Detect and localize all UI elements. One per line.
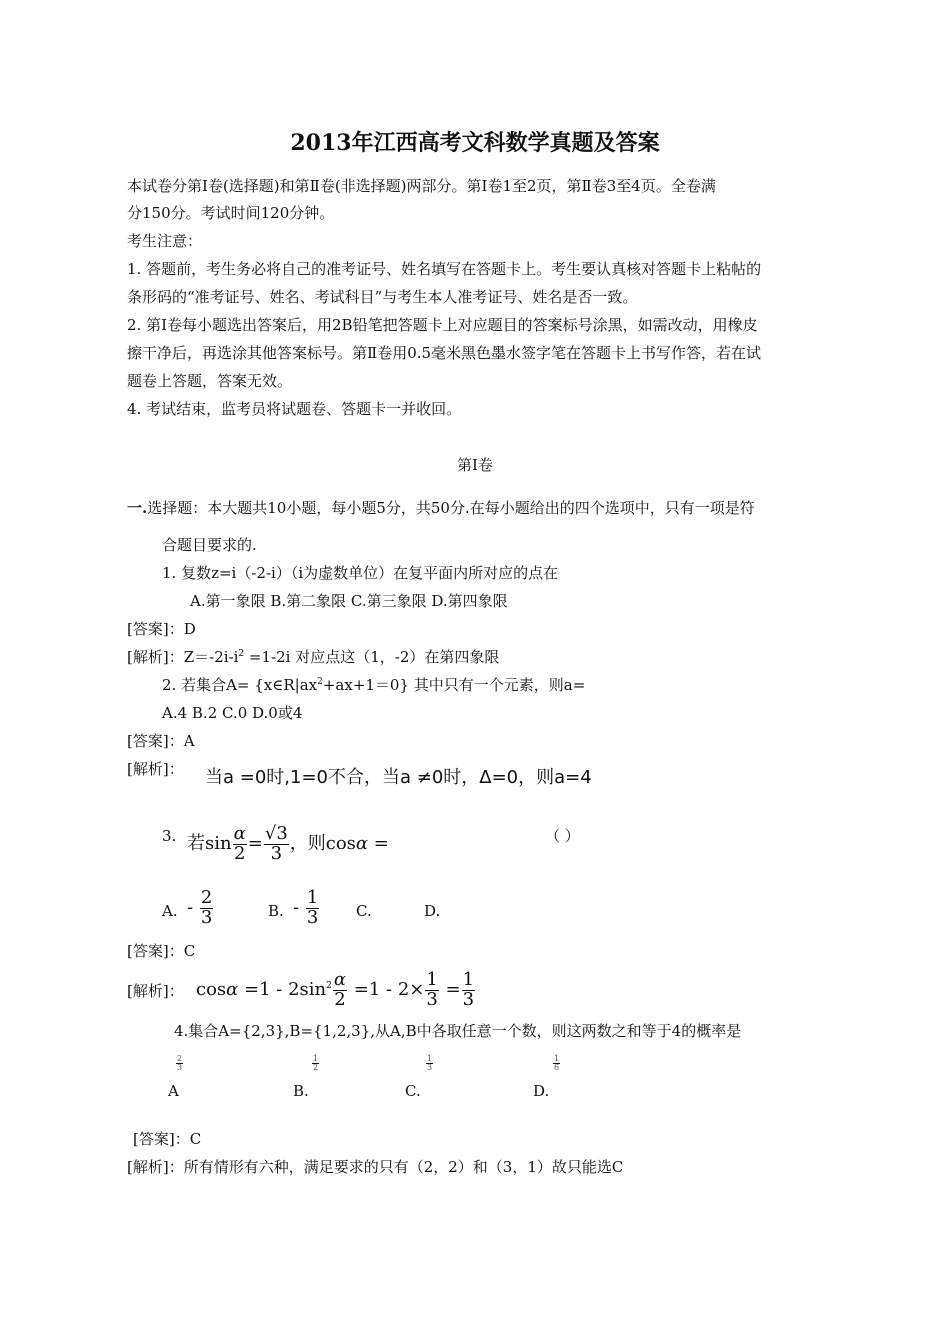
q3-number: 3. [162,827,177,845]
q3-option-a-den: 3 [200,906,213,928]
q2-answer [127,731,195,751]
q4-analysis [127,1157,623,1177]
notice-2-line-2: 擦干净后，再选涂其他答案标号。第Ⅱ卷用0.5毫米黑色墨水签字笔在答题卡上书写作答，若在试 [127,344,762,362]
q3-option-b-num: 1 [306,886,319,908]
q3-alpha: α [233,822,246,844]
q3-option-b-fraction [306,886,319,928]
q3-cos: ，则cos [289,833,356,854]
q3-an-f2-den: 3 [426,988,438,1010]
q4-option-d-fraction [553,1055,560,1073]
q3-an-alpha: α [226,979,239,1000]
part-one-text: 选择题：本大题共10小题，每小题5分，共50分.在每小题给出的四个选项中，只有一项是符 [147,499,755,517]
q3-option-c-label: C. [356,902,372,920]
notice-heading: 考生注意： [127,232,203,250]
q3-three: 3 [270,842,283,864]
q1-analysis [127,647,499,667]
notice-1-line-2: 条形码的“准考证号、姓名、考试科目”与考生本人准考证号、姓名是否一致。 [127,288,638,306]
q3-an-fraction-1 [333,968,347,1010]
answer-label: [答案]： [127,620,184,638]
notice-2-line-1: 2. 第Ⅰ卷每小题选出答案后，用2B铅笔把答题卡上对应题目的答案标号涂黑，如需改动，用橡皮 [127,316,758,334]
q3-an-square: 2 [326,981,332,991]
q3-option-d-label: D. [424,902,441,920]
q4-analysis-text: 所有情形有六种，满足要求的只有（2，2）和（3，1）故只能选C [183,1158,624,1176]
q2-stem-exponent: 2 [317,677,323,687]
q3-option-a-fraction [200,886,213,928]
q3-formula [187,822,389,866]
q4-option-c-fraction [426,1055,433,1073]
q4-fc-den: 3 [427,1063,433,1073]
part-one-number: 一. [127,499,148,517]
q4-fb-den: 2 [313,1063,319,1073]
q3-an-f1-den: 2 [334,988,346,1010]
section-heading: 第Ⅰ卷 [457,456,493,474]
q2-answer-value: A [183,732,195,750]
notice-1-line-1: 1. 答题前，考生务必将自己的准考证号、姓名填写在答题卡上。考生要认真核对答题卡上粘帖的 [127,260,762,278]
q4-fa-den: 3 [177,1063,183,1073]
answer-label: [答案]： [127,732,184,750]
part-one-line-2: 合题目要求的. [162,536,257,554]
q4-answer-value: C [189,1130,202,1148]
q3-an-f3-num: 1 [462,968,475,990]
q2-analysis-formula: 当a =0时,1=0不合，当a ≠0时，Δ=0，则a=4 [205,767,592,788]
q3-an-fraction-2 [425,968,438,1010]
q2-options: A.4 B.2 C.0 D.0或4 [162,704,303,722]
q3-an-tail2: = [439,979,461,1000]
q2-stem-text: 2. 若集合A= {x∈R|ax [162,676,318,694]
q4-option-d-label: D. [533,1082,550,1100]
q3-an-f1-num: α [333,968,347,990]
q3-option-a-num: 2 [200,886,213,908]
q4-stem: 4.集合A={2,3},B={1,2,3},从A,B中各取任意一个数，则这两数之和等于4的概率是 [174,1022,742,1040]
q2-stem-tail: +ax+1＝0} 其中只有一个元素，则a= [322,676,586,694]
q3-option-b-den: 3 [306,906,319,928]
part-one-line-1 [127,498,755,518]
q4-option-b-fraction [312,1055,319,1073]
q4-fd-den: 6 [554,1063,560,1073]
q1-analysis-exponent: 2 [238,649,245,659]
q3-option-b-minus: - [293,897,300,918]
answer-label: [答案]： [127,942,184,960]
q4-fa-num: 2 [177,1054,183,1063]
q4-fc-num: 1 [427,1054,433,1063]
q4-answer-label: [答案]： [133,1130,190,1148]
q4-answer [133,1129,201,1149]
q1-answer [127,619,196,639]
q3-an-fraction-3 [462,968,475,1010]
q1-options: A.第一象限 B.第二象限 C.第三象限 D.第四象限 [190,592,508,610]
q3-fraction-sqrt3-over-3 [264,822,289,864]
intro-line-1: 本试卷分第Ⅰ卷(选择题)和第Ⅱ卷(非选择题)两部分。第Ⅰ卷1至2页，第Ⅱ卷3至4页。全卷满 [127,177,716,195]
q3-option-a [187,886,214,930]
q3-answer-value: C [183,942,196,960]
q1-stem: 1. 复数z=i（-2-i）（i为虚数单位）在复平面内所对应的点在 [162,564,559,582]
q3-analysis-formula [196,966,476,1014]
q3-equals: = [247,833,263,854]
q4-fd-num: 1 [554,1054,560,1063]
q3-answer-paren: （ ） [545,827,580,845]
q1-answer-value: D [183,620,196,638]
analysis-label: [解析]： [127,1158,184,1176]
q3-answer [127,941,195,961]
q1-analysis-text: Z＝-2i-i [183,648,239,666]
q3-option-b [293,886,320,930]
q3-an-tail1: =1 - 2× [348,979,425,1000]
q3-an-mid: =1 - 2sin [238,979,327,1000]
q1-analysis-tail: =1-2i 对应点这（1，-2）在第四象限 [244,648,500,666]
q4-option-b-label: B. [293,1082,309,1100]
analysis-label: [解析]： [127,648,184,666]
q4-option-c-label: C. [405,1082,421,1100]
notice-2-line-3: 题卷上答题，答案无效。 [127,372,293,390]
q4-option-a-label: A [168,1082,179,1100]
q3-an-cos: cos [196,979,227,1000]
q3-option-b-label: B. [268,902,284,920]
q3-an-f3-den: 3 [462,988,475,1010]
q2-stem [162,675,585,695]
intro-line-2: 分150分。考试时间120分钟。 [127,204,335,222]
q2-analysis-label: [解析]： [127,760,184,778]
q4-option-a-fraction [176,1055,183,1073]
q3-option-a-label: A. [162,902,178,920]
q3-sqrt3: √3 [264,822,288,844]
q3-alpha-equals: α = [355,833,389,854]
q3-an-f2-num: 1 [426,968,438,990]
q4-fb-num: 1 [313,1054,319,1063]
q3-two: 2 [233,842,246,864]
q3-option-a-minus: - [187,897,194,918]
page-title: 2013年江西高考文科数学真题及答案 [290,130,660,156]
q3-sin: 若sin [187,833,232,854]
notice-4: 4. 考试结束，监考员将试题卷、答题卡一并收回。 [127,400,462,418]
q3-fraction-alpha-over-2 [233,822,247,864]
q3-analysis-label: [解析]： [127,982,184,1000]
